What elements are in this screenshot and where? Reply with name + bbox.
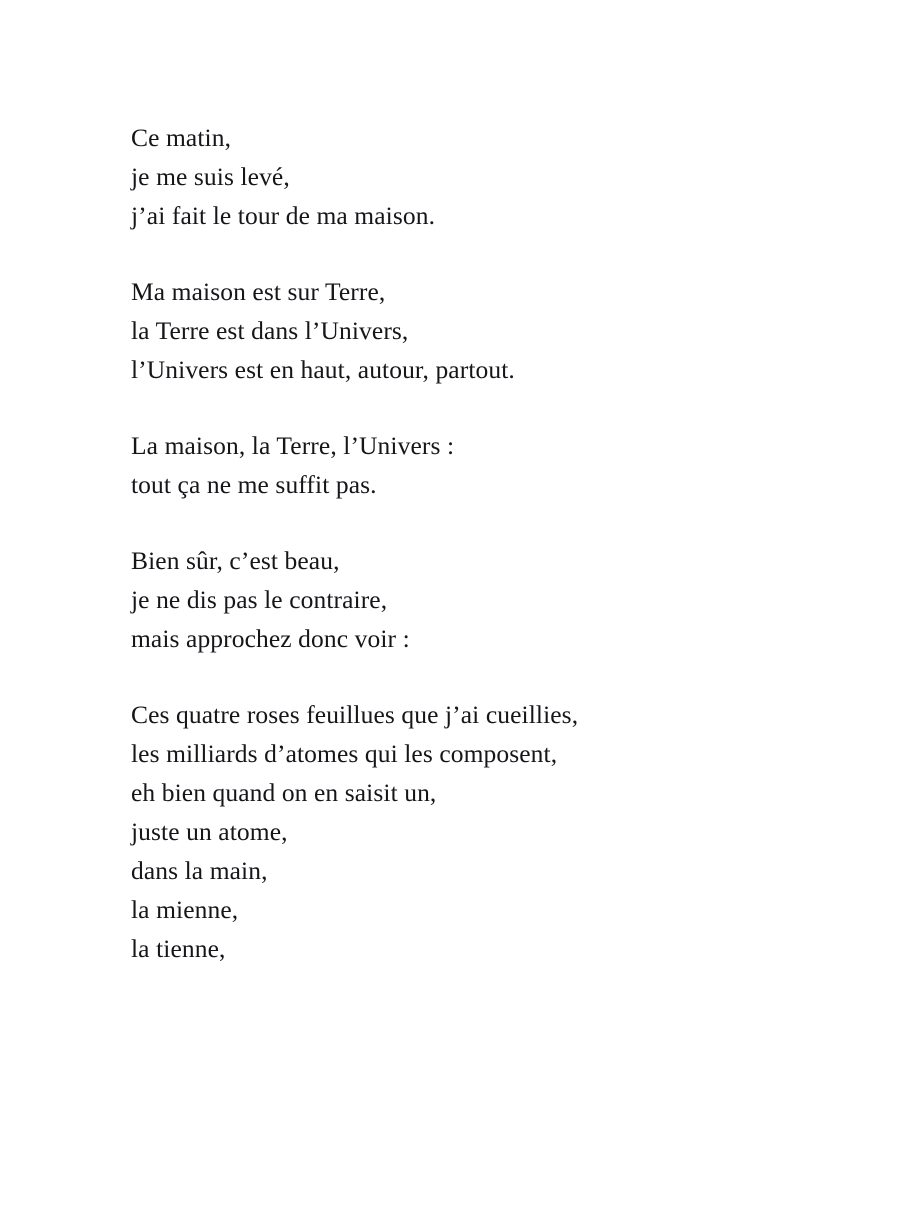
poem-line: Bien sûr, c’est beau, [131, 546, 340, 575]
poem-line: Ces quatre roses feuillues que j’ai cueillies, [131, 700, 579, 729]
poem-line: les milliards d’atomes qui les composent, [131, 739, 558, 768]
poem-line: tout ça ne me suffit pas. [131, 470, 377, 499]
poem-line: la mienne, [131, 895, 239, 924]
poem-line: la tienne, [131, 934, 226, 963]
poem-line: je ne dis pas le contraire, [131, 585, 388, 614]
poem-line: La maison, la Terre, l’Univers : [131, 431, 455, 460]
stanza [131, 541, 771, 658]
stanza [131, 695, 771, 968]
poem-line: la Terre est dans l’Univers, [131, 316, 409, 345]
poem-line: mais approchez donc voir : [131, 624, 410, 653]
poem-line: j’ai fait le tour de ma maison. [131, 201, 436, 230]
stanza [131, 118, 771, 235]
poem-line: je me suis levé, [131, 162, 290, 191]
stanza [131, 272, 771, 389]
poem-line: juste un atome, [131, 817, 288, 846]
poem-line: dans la main, [131, 856, 268, 885]
poem-line: Ma maison est sur Terre, [131, 277, 386, 306]
poem-line: eh bien quand on en saisit un, [131, 778, 437, 807]
poem-line: Ce matin, [131, 123, 232, 152]
poem-body [131, 118, 771, 968]
poem-line: l’Univers est en haut, autour, partout. [131, 355, 515, 384]
stanza [131, 426, 771, 504]
